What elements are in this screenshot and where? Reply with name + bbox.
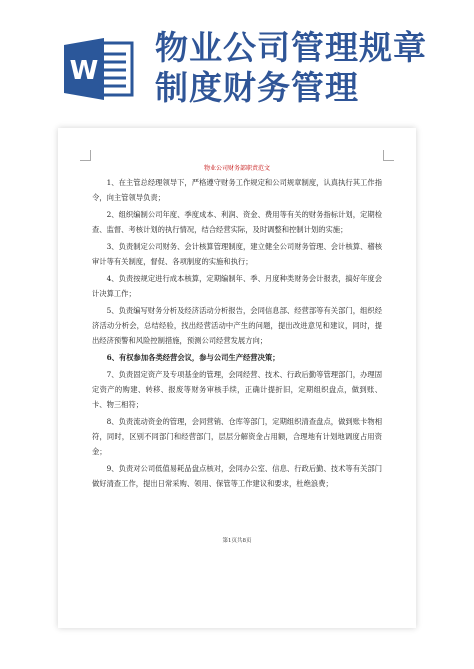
title-line-2: 制度财务管理 [155, 68, 359, 107]
paragraph: 9、负责对公司低值易耗品盘点核对，会同办公室、信息、行政后勤、技术等有关部门做好清查工作，提出日常采购、领用、保管等工作建议和要求，杜绝浪费； [92, 464, 382, 489]
margin-corner-mark [80, 150, 91, 161]
paragraph: 2、组织编制公司年度、季度成本、利润、资金、费用等有关的财务指标计划，定期检查、监督、考核计划的执行情况，结合经营实际，及时调整和控制计划的实施； [92, 209, 382, 235]
paragraph: 7、负责固定资产及专项基金的管理，会同经营、技术、行政后勤等管理部门，办理固定资产的购建、转移、报废等财务审核手续，正确计提折旧，定期组织盘点，做到账、卡、物三相符； [92, 369, 382, 410]
document-title: 物业公司财务部职责范文 [203, 165, 270, 172]
title-line-1: 物业公司管理规章 [155, 28, 427, 67]
document-page [58, 128, 416, 628]
paragraph: 1、在主管总经理领导下，严格遵守财务工作规定和公司规章制度，认真执行其工作指令，向主管领导负责； [92, 178, 382, 203]
page-title [155, 28, 465, 108]
paragraph: 8、负责流动资金的管理，会同营销、仓库等部门，定期组织清查盘点，做到账卡物相符，同时，区别不同部门和经营部门，层层分解资金占用额，合理地有计划地调度占用资金； [92, 416, 382, 457]
word-logo-icon [64, 37, 134, 101]
word-logo-letter: W [69, 56, 99, 86]
paragraph: 3、负责制定公司财务、会计核算管理制度，建立健全公司财务管理、会计核算、稽核审计等有关制度，督促、各项制度的实施和执行； [92, 241, 382, 267]
document-body [92, 175, 382, 493]
page-number: 第1页共8页 [222, 538, 252, 544]
paragraph: 5、负责编写财务分析及经济活动分析报告，会同信息部、经营部等有关部门，组织经济活动分析会，总结经验，找出经营活动中产生的问题，提出改进意见和建议，同时，提出经济预警和风险控制措施，预测公司经营发展方向； [92, 305, 382, 346]
header [0, 0, 474, 112]
paragraph: 4、负责按规定进行成本核算，定期编制年、季、月度种类财务会计报表，搞好年度会计决算工作； [92, 273, 382, 299]
margin-corner-mark [383, 150, 394, 161]
paragraph: 6、有权参加各类经营会议，参与公司生产经营决策； [106, 353, 280, 363]
